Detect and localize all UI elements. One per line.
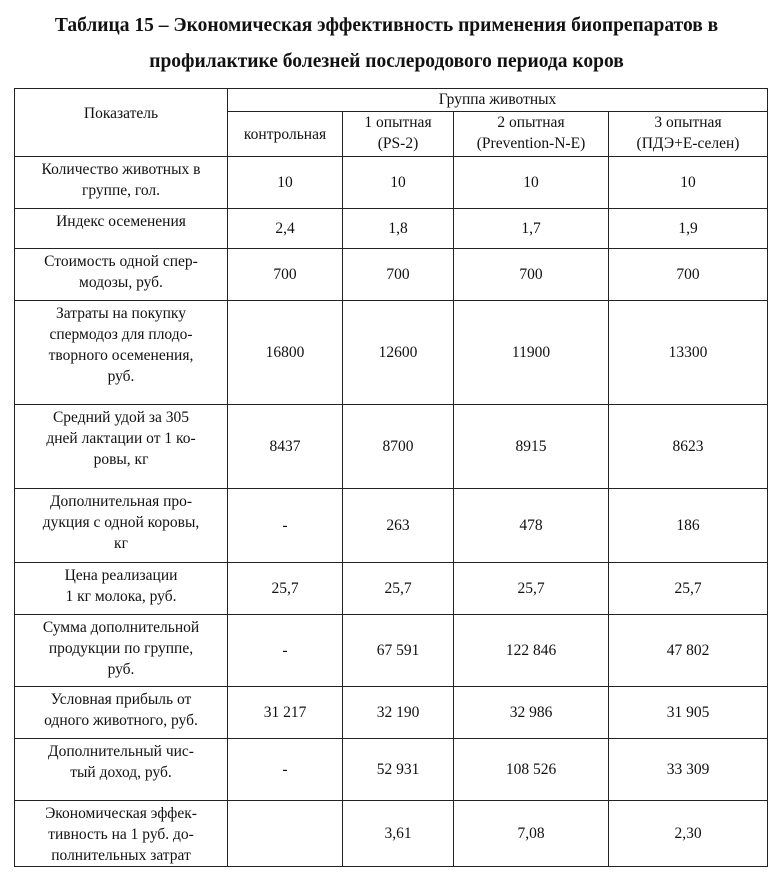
header-indicator: Показатель	[15, 89, 228, 157]
cell-value: 1,9	[609, 209, 768, 249]
row-label-line: творного осеменения,	[48, 347, 194, 364]
header-col-exp3	[609, 112, 768, 157]
table-row	[15, 615, 768, 687]
cell-value	[228, 801, 343, 867]
row-label-line: ровы, кг	[93, 451, 149, 468]
row-label-line: одного животного, руб.	[44, 712, 198, 729]
header-col-sublabel: (Prevention-N-E)	[476, 135, 586, 152]
table-row	[15, 249, 768, 301]
cell-value: 11900	[454, 301, 609, 405]
table-caption-line-2: профилактике болезней послеродового периода коров	[149, 51, 624, 72]
row-label	[15, 739, 228, 801]
cell-value: 47 802	[609, 615, 768, 687]
cell-value: 1,8	[343, 209, 454, 249]
row-label-line: тый доход, руб.	[70, 764, 172, 781]
row-label-line: Условная прибыль от	[50, 691, 192, 708]
cell-value: 122 846	[454, 615, 609, 687]
row-label-line: спермодоз для плодо-	[49, 326, 193, 343]
header-col-exp2	[454, 112, 609, 157]
cell-value: 10	[228, 157, 343, 209]
header-col-exp1	[343, 112, 454, 157]
row-label-line: Индекс осеменения	[56, 213, 186, 230]
row-label-line: руб.	[107, 368, 135, 385]
row-label-line: модозы, руб.	[79, 274, 163, 291]
table-row	[15, 301, 768, 405]
row-label	[15, 615, 228, 687]
header-col-control	[228, 112, 343, 157]
row-label	[15, 489, 228, 563]
cell-value: -	[228, 489, 343, 563]
row-label	[15, 563, 228, 615]
cell-value: 700	[609, 249, 768, 301]
cell-value: 10	[454, 157, 609, 209]
cell-value: 3,61	[343, 801, 454, 867]
economic-efficiency-table	[14, 88, 768, 867]
table-row	[15, 157, 768, 209]
header-col-label: 3 опытная	[654, 114, 722, 131]
row-label-line: Средний удой за 305	[52, 409, 190, 426]
cell-value: 2,30	[609, 801, 768, 867]
cell-value: 32 190	[343, 687, 454, 739]
row-label-line: Сумма дополнительной	[42, 619, 200, 636]
cell-value: 10	[343, 157, 454, 209]
row-label-line: кг	[114, 535, 128, 552]
row-label-line: Затраты на покупку	[55, 305, 186, 322]
header-col-sublabel: (ПДЭ+Е-селен)	[636, 135, 740, 152]
cell-value: 25,7	[343, 563, 454, 615]
table-row	[15, 687, 768, 739]
cell-value: 186	[609, 489, 768, 563]
cell-value: 31 217	[228, 687, 343, 739]
cell-value: 25,7	[454, 563, 609, 615]
table-caption-line-1: Таблица 15 – Экономическая эффективность применения биопрепаратов в	[54, 15, 719, 36]
table-row	[15, 563, 768, 615]
header-col-label: 1 опытная	[364, 114, 432, 131]
cell-value: 700	[228, 249, 343, 301]
cell-value: 8915	[454, 405, 609, 489]
cell-value: -	[228, 739, 343, 801]
row-label-line: тивность на 1 руб. до-	[48, 826, 194, 843]
header-animal-group: Группа животных	[228, 89, 768, 112]
cell-value: 16800	[228, 301, 343, 405]
cell-value: 31 905	[609, 687, 768, 739]
row-label-line: Цена реализации	[64, 567, 178, 584]
row-label-line: Экономическая эффек-	[45, 805, 197, 822]
row-label	[15, 687, 228, 739]
header-col-label: контрольная	[243, 125, 327, 143]
row-label	[15, 249, 228, 301]
cell-value: 10	[609, 157, 768, 209]
cell-value: 108 526	[454, 739, 609, 801]
row-label	[15, 801, 228, 867]
cell-value: 7,08	[454, 801, 609, 867]
cell-value: 2,4	[228, 209, 343, 249]
cell-value: 478	[454, 489, 609, 563]
row-label-line: продукции по группе,	[48, 640, 194, 657]
cell-value: 32 986	[454, 687, 609, 739]
cell-value: 700	[343, 249, 454, 301]
cell-value: 1,7	[454, 209, 609, 249]
row-label-line: Стоимость одной спер-	[44, 253, 198, 270]
row-label-line: дукция с одной коровы,	[42, 514, 200, 531]
cell-value: 8623	[609, 405, 768, 489]
row-label-line: руб.	[107, 661, 135, 678]
row-label-line: Дополнительный чис-	[48, 743, 194, 760]
row-label-line: полнительных затрат	[51, 847, 191, 864]
row-label	[15, 157, 228, 209]
cell-value: 700	[454, 249, 609, 301]
row-label-line: дней лактации от 1 ко-	[46, 430, 196, 447]
cell-value: 25,7	[609, 563, 768, 615]
row-label-line: 1 кг молока, руб.	[65, 588, 177, 605]
cell-value: 33 309	[609, 739, 768, 801]
cell-value: 8700	[343, 405, 454, 489]
row-label-line: группе, гол.	[82, 182, 160, 199]
row-label	[15, 209, 228, 249]
cell-value: 263	[343, 489, 454, 563]
table-row	[15, 739, 768, 801]
cell-value: 8437	[228, 405, 343, 489]
cell-value: 25,7	[228, 563, 343, 615]
cell-value: -	[228, 615, 343, 687]
header-col-sublabel: (PS-2)	[377, 135, 419, 152]
table-row	[15, 209, 768, 249]
cell-value: 67 591	[343, 615, 454, 687]
table-row	[15, 489, 768, 563]
cell-value: 13300	[609, 301, 768, 405]
row-label-line: Дополнительная про-	[49, 493, 193, 510]
row-label	[15, 301, 228, 405]
cell-value: 12600	[343, 301, 454, 405]
table-row	[15, 405, 768, 489]
table-row	[15, 801, 768, 867]
row-label-line: Количество животных в	[41, 161, 201, 178]
header-col-label: 2 опытная	[497, 114, 565, 131]
row-label	[15, 405, 228, 489]
cell-value: 52 931	[343, 739, 454, 801]
